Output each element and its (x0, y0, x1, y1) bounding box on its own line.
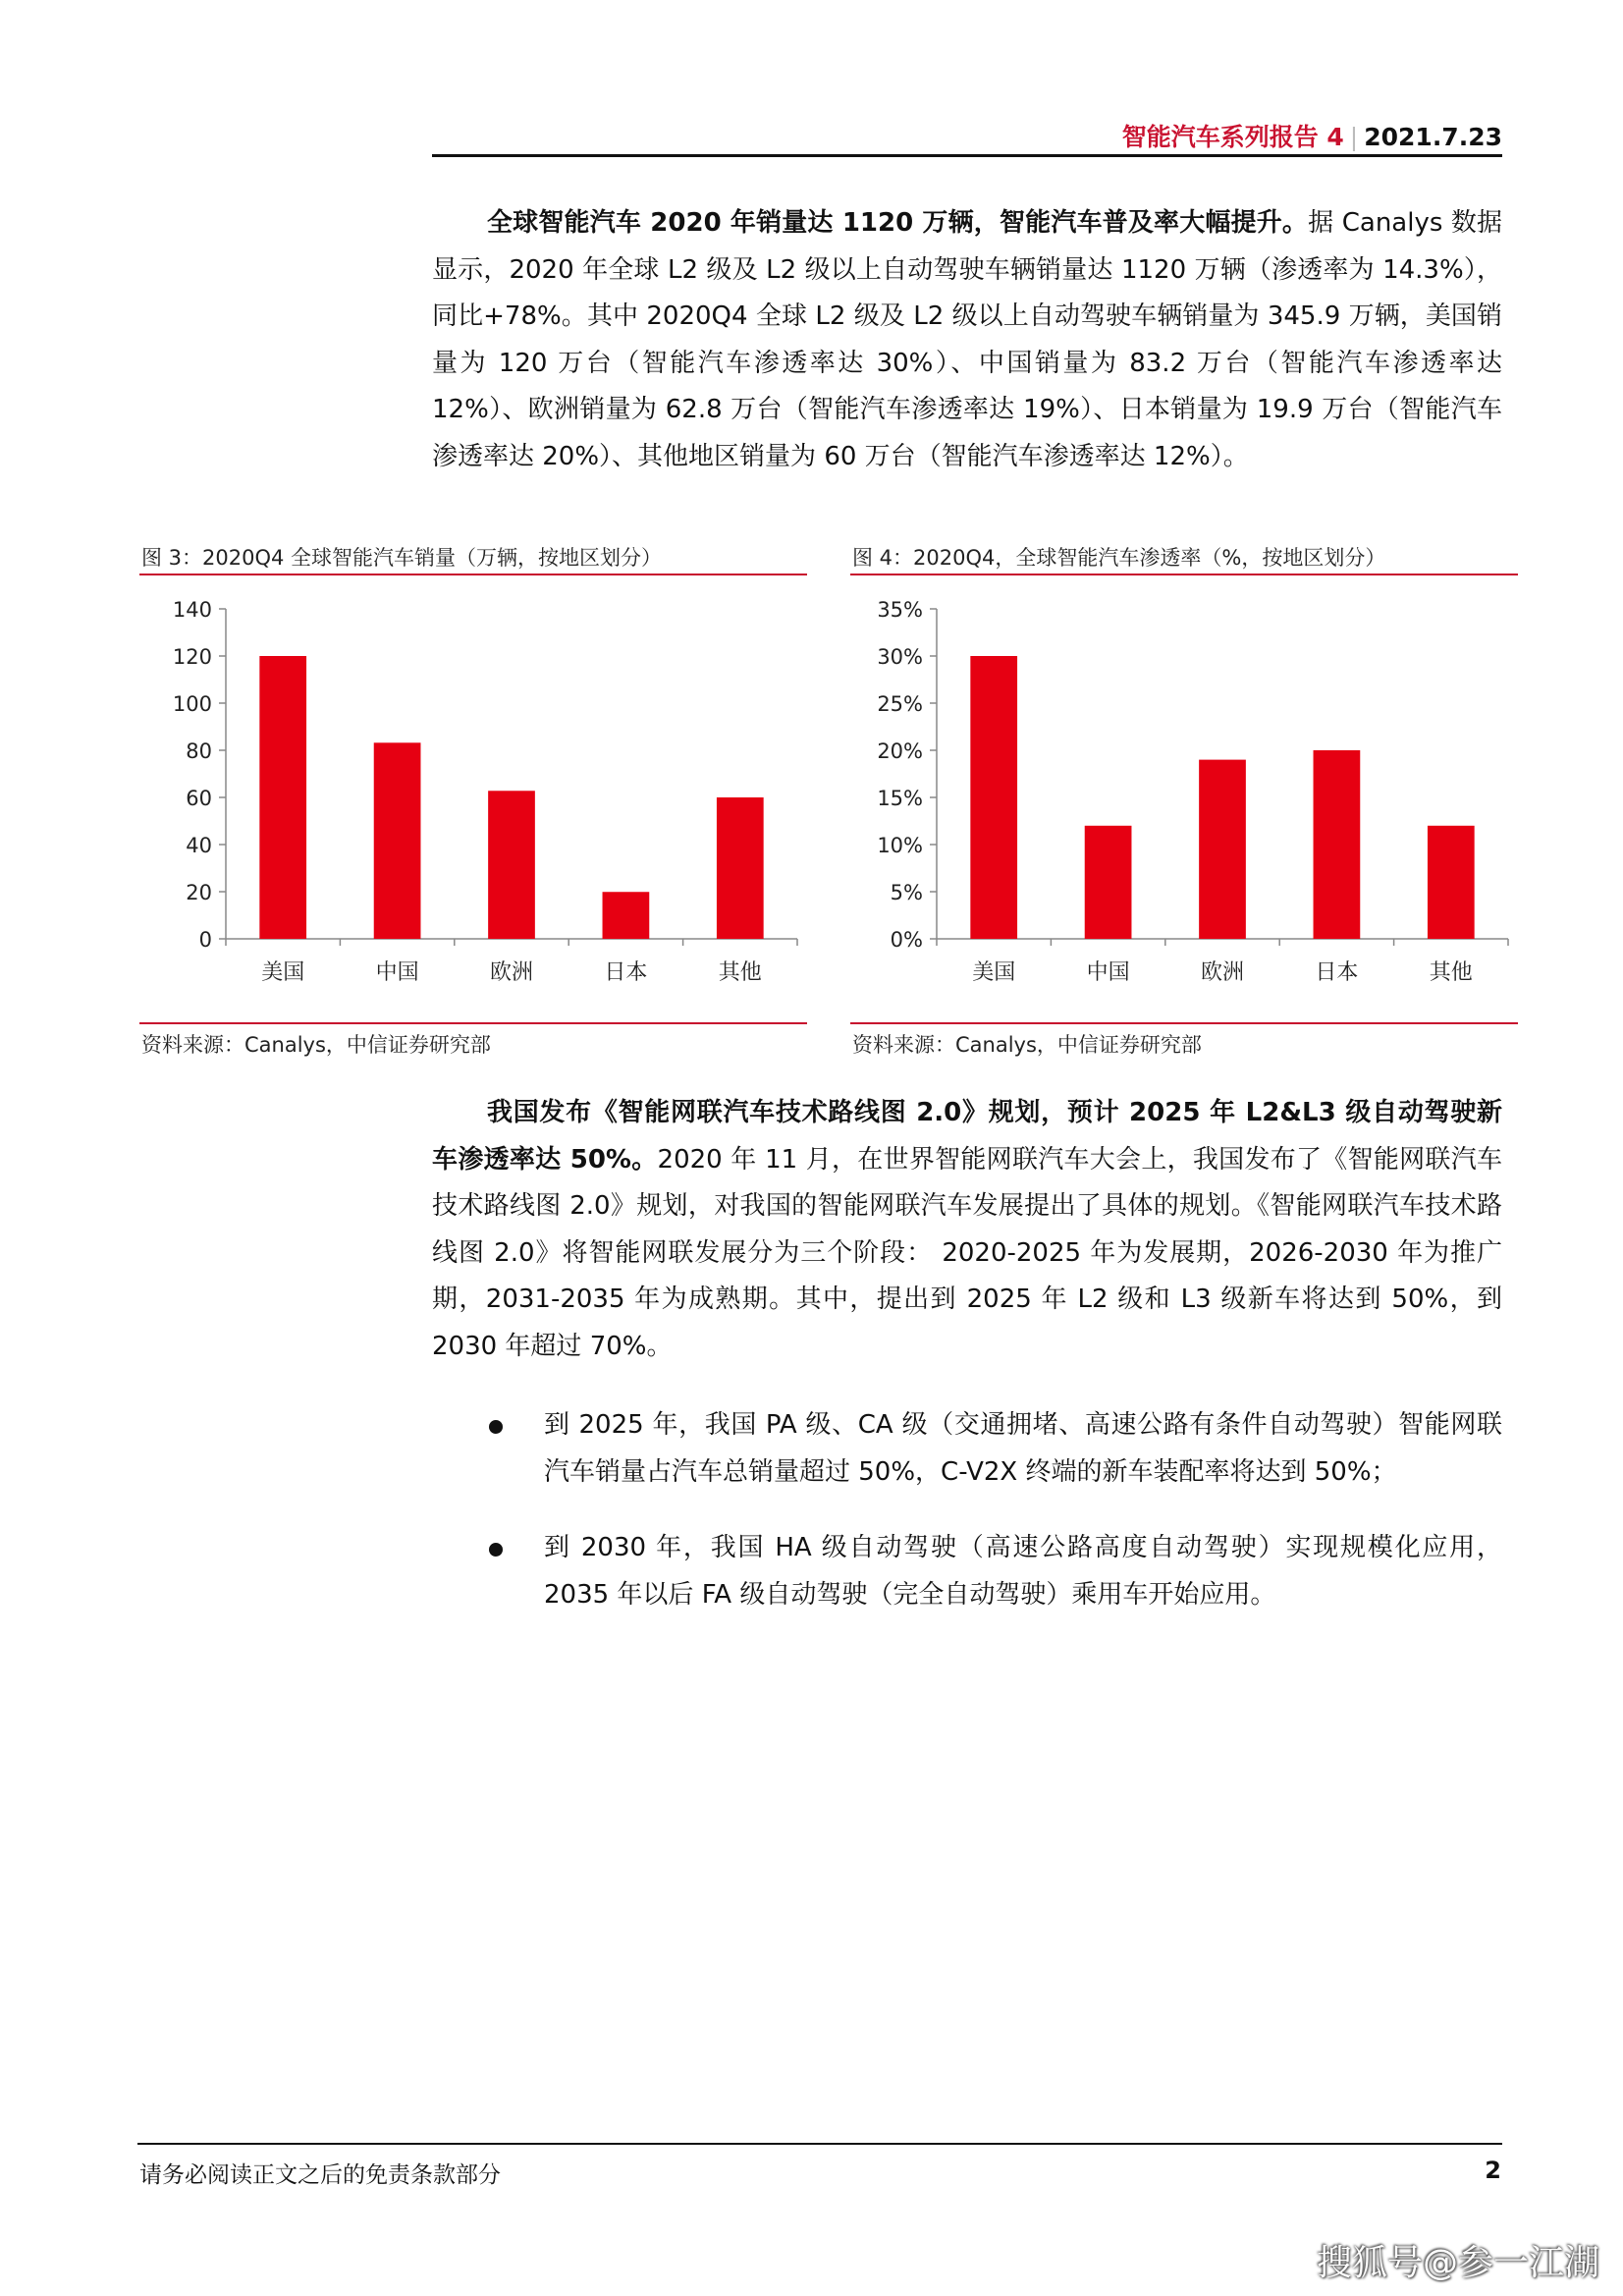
y-tick-label: 25% (877, 692, 923, 716)
bar (1085, 826, 1132, 939)
bar (259, 656, 306, 939)
x-tick-label: 欧洲 (1200, 960, 1245, 985)
y-tick-label: 35% (877, 598, 923, 622)
y-tick-label: 80 (186, 739, 212, 763)
page-header (432, 110, 1502, 157)
y-tick-label: 10% (877, 834, 923, 857)
figure-3-top-rule (139, 574, 807, 575)
header-separator: | (1349, 123, 1359, 151)
bullet-text: 到 2030 年，我国 HA 级自动驾驶（高速公路高度自动驾驶）实现规模化应用，2035 年以后 FA 级自动驾驶（完全自动驾驶）乘用车开始应用。 (544, 1533, 1502, 1610)
footer-disclaimer: 请务必阅读正文之后的免责条款部分 (139, 2162, 501, 2188)
bar (717, 797, 764, 939)
y-tick-label: 20% (877, 739, 923, 763)
y-tick-label: 100 (172, 692, 212, 716)
bar (374, 742, 421, 939)
bullet-item-2025 (432, 1402, 1502, 1496)
page-number: 2 (1485, 2157, 1501, 2184)
paragraph-body: 2020 年 11 月，在世界智能网联汽车大会上，我国发布了《智能网联汽车技术路线图 2.0》规划，对我国的智能网联汽车发展提出了具体的规划。《智能网联汽车技术路线图 2.0》将智能网联发展分为三个阶段： 2020-2025 年为发展期，2026-2030 年为推广期，2031-2035 年为成熟期。其中，提出到 2025 年 L2 级和 L3 级新车将达到 50%，到 2030 年超过 70%。 (432, 1144, 1502, 1361)
figure-3-source: 资料来源：Canalys，中信证券研究部 (141, 1033, 491, 1057)
report-date: 2021.7.23 (1364, 123, 1502, 151)
paragraph-roadmap (432, 1090, 1502, 1370)
y-tick-label: 0 (198, 928, 212, 952)
figure-3 (139, 538, 807, 1061)
watermark: 搜狐号@参一江湖 (1316, 2243, 1599, 2283)
x-tick-label: 欧洲 (489, 960, 534, 985)
report-series: 智能汽车系列报告 4 (1121, 123, 1344, 151)
paragraph-lead: 全球智能汽车 2020 年销量达 1120 万辆，智能汽车普及率大幅提升。 (487, 208, 1309, 238)
y-tick-label: 40 (186, 834, 212, 857)
figure-3-title: 图 3：2020Q4 全球智能汽车销量（万辆，按地区划分） (141, 546, 663, 570)
y-tick-label: 140 (172, 598, 212, 622)
bar (970, 656, 1017, 939)
bullet-dot-icon (489, 1420, 503, 1434)
x-tick-label: 日本 (1315, 960, 1359, 985)
bullet-item-2030 (432, 1525, 1502, 1618)
header-text (1122, 118, 1502, 153)
y-tick-label: 0% (890, 928, 923, 952)
figure-4-source: 资料来源：Canalys，中信证券研究部 (852, 1033, 1202, 1057)
figure-4-title: 图 4：2020Q4，全球智能汽车渗透率（%，按地区划分） (852, 546, 1386, 570)
y-tick-label: 30% (877, 645, 923, 669)
x-tick-label: 美国 (261, 960, 305, 985)
bar (488, 791, 535, 939)
bar (1314, 750, 1361, 939)
paragraph-lead: 我国发布《智能网联汽车技术路线图 2.0》规划，预计 2025 年 L2&L3 级自动驾驶新车渗透率达 50%。 (432, 1098, 1502, 1175)
bullet-list (432, 1402, 1502, 1648)
y-tick-label: 60 (186, 787, 212, 810)
y-tick-label: 20 (186, 881, 212, 904)
figure-4-top-rule (850, 574, 1518, 575)
bar (603, 892, 650, 939)
paragraph-body: 据 Canalys 数据显示，2020 年全球 L2 级及 L2 级以上自动驾驶车辆销量达 1120 万辆（渗透率为 14.3%），同比+78%。其中 2020Q4 全球 L2 级及 L2 级以上自动驾驶车辆销量为 345.9 万辆，美国销量为 120 万台（智能汽车渗透率达 30%）、中国销量为 83.2 万台（智能汽车渗透率达 12%）、欧洲销量为 62.8 万台（智能汽车渗透率达 19%）、日本销量为 19.9 万台（智能汽车渗透率达 20%）、其他地区销量为 60 万台（智能汽车渗透率达 12%）。 (432, 208, 1503, 471)
figure-4-chart (850, 589, 1518, 1021)
x-tick-label: 其他 (718, 960, 762, 985)
bullet-text: 到 2025 年，我国 PA 级、CA 级（交通拥堵、高速公路有条件自动驾驶）智能网联汽车销量占汽车总销量超过 50%，C-V2X 终端的新车装配率将达到 50%； (544, 1410, 1502, 1487)
x-tick-label: 日本 (604, 960, 648, 985)
bar (1428, 826, 1475, 939)
footer-rule (137, 2143, 1502, 2145)
x-tick-label: 中国 (375, 960, 419, 985)
figure-3-chart (139, 589, 807, 1021)
bar (1199, 760, 1246, 939)
figure-3-bottom-rule (139, 1022, 807, 1024)
x-tick-label: 其他 (1429, 960, 1473, 985)
figure-4-bottom-rule (850, 1022, 1518, 1024)
y-tick-label: 5% (890, 881, 923, 904)
paragraph-global-sales (432, 200, 1502, 480)
bullet-dot-icon (489, 1543, 503, 1557)
x-tick-label: 中国 (1086, 960, 1130, 985)
y-tick-label: 15% (877, 787, 923, 810)
x-tick-label: 美国 (972, 960, 1016, 985)
figure-4 (850, 538, 1518, 1061)
y-tick-label: 120 (172, 645, 212, 669)
